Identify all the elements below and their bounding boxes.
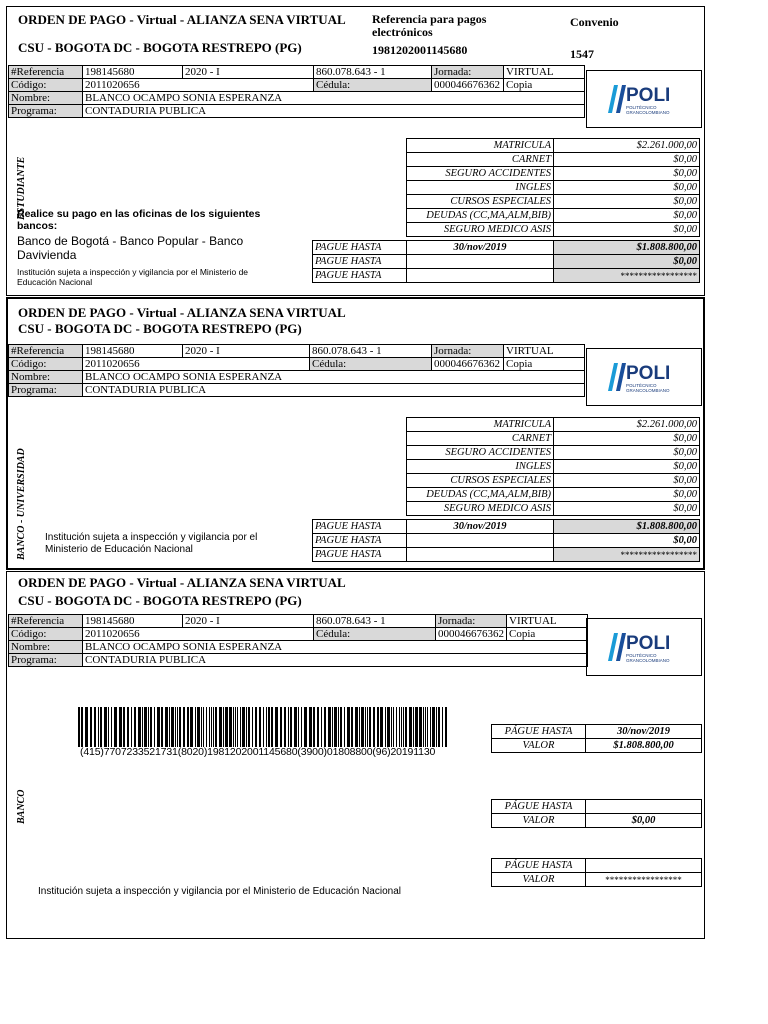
codigo-label: Código:: [9, 628, 83, 641]
svg-text:POLITÉCNICO: POLITÉCNICO: [626, 653, 657, 658]
banco-vertical-label: BANCO: [16, 789, 27, 824]
nombre-value: BLANCO OCAMPO SONIA ESPERANZA: [83, 92, 585, 105]
charge-value: $0,00: [554, 209, 700, 223]
charge-label: CURSOS ESPECIALES: [407, 195, 554, 209]
cedula-value: 000046676362: [432, 79, 504, 92]
nombre-label: Nombre:: [9, 641, 83, 654]
period: 2020 - I: [183, 345, 310, 358]
charge-value: $0,00: [554, 153, 700, 167]
pay-value: $1.808.800,00: [554, 520, 700, 534]
copia-label: Copia: [504, 358, 585, 371]
charge-label: CURSOS ESPECIALES: [407, 474, 554, 488]
bank-pay-date: [586, 859, 702, 873]
barcode-text: (415)7707233521731(8020)1981202001145680(3900)01808800(96)20191130: [80, 746, 436, 758]
svg-text:GRANCOLOMBIANO: GRANCOLOMBIANO: [626, 110, 670, 115]
poli-logo-icon: [604, 79, 684, 119]
jornada-value: VIRTUAL: [507, 615, 588, 628]
order-title: ORDEN DE PAGO - Virtual - ALIANZA SENA VIRTUAL: [18, 12, 346, 27]
bank-pay-label: PÁGUE HASTA: [492, 800, 586, 814]
bank-pay-label: PÁGUE HASTA: [492, 725, 586, 739]
programa-value: CONTADURIA PUBLICA: [83, 384, 585, 397]
payment-reference-number: 1981202001145680: [372, 43, 468, 57]
programa-value: CONTADURIA PUBLICA: [83, 105, 585, 118]
payment-deadlines-student: [312, 240, 700, 283]
poli-logo-bank: [586, 618, 702, 676]
nit: 860.078.643 - 1: [314, 615, 436, 628]
bank-list: Banco de Bogotá - Banco Popular - Banco Davivienda: [17, 234, 244, 262]
bank-valor-value: $1.808.800,00: [586, 739, 702, 753]
pay-date: [407, 548, 554, 562]
bank-info-table: [8, 614, 588, 667]
programa-label: Programa:: [9, 384, 83, 397]
bank-legal-note: Institución sujeta a inspección y vigilancia por el Ministerio de Educación Nacional: [38, 886, 401, 897]
campus-subtitle-university: CSU - BOGOTA DC - BOGOTA RESTREPO (PG): [18, 321, 302, 336]
codigo-value: 2011020656: [83, 358, 310, 371]
charge-label: CARNET: [407, 153, 554, 167]
svg-text:POLITÉCNICO: POLITÉCNICO: [626, 105, 657, 110]
charge-label: MATRICULA: [407, 139, 554, 153]
convenio-number: 1547: [570, 47, 594, 61]
estudiante-vertical-label: ESTUDIANTE: [16, 156, 27, 220]
cedula-value: 000046676362: [436, 628, 507, 641]
bank-valor-label: VALOR: [492, 739, 586, 753]
pay-value: *****************: [554, 269, 700, 283]
order-title-bank: ORDEN DE PAGO - Virtual - ALIANZA SENA VIRTUAL: [18, 575, 346, 590]
codigo-value: 2011020656: [83, 79, 314, 92]
payment-deadlines-university: [312, 519, 700, 562]
charge-label: INGLES: [407, 181, 554, 195]
charge-value: $0,00: [554, 474, 700, 488]
ref-value: 198145680: [83, 66, 183, 79]
charge-label: DEUDAS (CC,MA,ALM,BIB): [407, 209, 554, 223]
charge-value: $0,00: [554, 432, 700, 446]
poli-logo-university: [586, 348, 702, 406]
pay-date: [407, 534, 554, 548]
charge-value: $0,00: [554, 223, 700, 237]
pay-value: $1.808.800,00: [554, 241, 700, 255]
charge-value: $0,00: [554, 167, 700, 181]
charges-table-university: [406, 417, 700, 516]
period: 2020 - I: [183, 66, 314, 79]
bank-deadline-2: [491, 799, 702, 828]
barcode: [78, 707, 450, 747]
pay-value: *****************: [554, 548, 700, 562]
programa-label: Programa:: [9, 105, 83, 118]
svg-text:POLITÉCNICO: POLITÉCNICO: [626, 383, 657, 388]
student-info-table: [8, 65, 585, 118]
nombre-label: Nombre:: [9, 92, 83, 105]
jornada-label: Jornada:: [432, 345, 504, 358]
copia-label: Copia: [507, 628, 588, 641]
jornada-value: VIRTUAL: [504, 66, 585, 79]
bank-pay-date: [586, 800, 702, 814]
university-info-table: [8, 344, 585, 397]
charge-label: SEGURO ACCIDENTES: [407, 446, 554, 460]
bank-pay-date: 30/nov/2019: [586, 725, 702, 739]
charge-label: DEUDAS (CC,MA,ALM,BIB): [407, 488, 554, 502]
campus-subtitle-bank: CSU - BOGOTA DC - BOGOTA RESTREPO (PG): [18, 593, 302, 608]
pay-label: PAGUE HASTA: [313, 534, 407, 548]
banco-universidad-vertical-label: BANCO - UNIVERSIDAD: [16, 448, 27, 560]
pay-label: PAGUE HASTA: [313, 520, 407, 534]
jornada-value: VIRTUAL: [504, 345, 585, 358]
pay-date: 30/nov/2019: [407, 241, 554, 255]
nombre-value: BLANCO OCAMPO SONIA ESPERANZA: [83, 641, 588, 654]
ref-label: #Referencia: [9, 615, 83, 628]
convenio-label: Convenio: [570, 15, 619, 29]
bank-instructions-title: Realice su pago en las oficinas de los siguientes bancos:: [17, 208, 261, 232]
ref-value: 198145680: [83, 615, 183, 628]
nit: 860.078.643 - 1: [314, 66, 432, 79]
svg-text:GRANCOLOMBIANO: GRANCOLOMBIANO: [626, 388, 670, 393]
charge-value: $0,00: [554, 181, 700, 195]
campus-subtitle: CSU - BOGOTA DC - BOGOTA RESTREPO (PG): [18, 40, 302, 55]
bank-valor-label: VALOR: [492, 873, 586, 887]
bank-valor-value: *****************: [586, 873, 702, 887]
nit: 860.078.643 - 1: [310, 345, 432, 358]
codigo-label: Código:: [9, 79, 83, 92]
pay-label: PAGUE HASTA: [313, 548, 407, 562]
charge-label: SEGURO ACCIDENTES: [407, 167, 554, 181]
codigo-label: Código:: [9, 358, 83, 371]
copia-label: Copia: [504, 79, 585, 92]
pay-label: PAGUE HASTA: [313, 255, 407, 269]
jornada-label: Jornada:: [432, 66, 504, 79]
cedula-value: 000046676362: [432, 358, 504, 371]
charge-label: SEGURO MEDICO ASIS: [407, 223, 554, 237]
programa-label: Programa:: [9, 654, 83, 667]
nombre-value: BLANCO OCAMPO SONIA ESPERANZA: [83, 371, 585, 384]
charge-value: $2.261.000,00: [554, 418, 700, 432]
charge-value: $0,00: [554, 460, 700, 474]
nombre-label: Nombre:: [9, 371, 83, 384]
pay-date: [407, 255, 554, 269]
payment-reference-label: Referencia para pagos electrónicos 1981202001145680: [372, 12, 487, 57]
cedula-label: Cédula:: [310, 358, 432, 371]
poli-logo-icon: [604, 627, 684, 667]
charges-rows: [407, 139, 700, 237]
svg-text:POLI: POLI: [626, 363, 671, 384]
poli-logo: [586, 70, 702, 128]
codigo-value: 2011020656: [83, 628, 314, 641]
charge-label: INGLES: [407, 460, 554, 474]
ref-label: #Referencia: [9, 345, 83, 358]
svg-text:GRANCOLOMBIANO: GRANCOLOMBIANO: [626, 658, 670, 663]
ref-label: #Referencia: [9, 66, 83, 79]
svg-text:POLI: POLI: [626, 633, 671, 654]
svg-text:POLI: POLI: [626, 85, 671, 106]
bank-valor-value: $0,00: [586, 814, 702, 828]
period: 2020 - I: [183, 615, 314, 628]
charge-value: $0,00: [554, 488, 700, 502]
charge-value: $0,00: [554, 446, 700, 460]
cedula-label: Cédula:: [314, 628, 436, 641]
charge-label: SEGURO MEDICO ASIS: [407, 502, 554, 516]
poli-logo-icon: [604, 357, 684, 397]
student-legal-note: Institución sujeta a inspección y vigilancia por el Ministerio de Educación Nacional: [17, 267, 249, 287]
ref-value: 198145680: [83, 345, 183, 358]
bank-deadline-3: [491, 858, 702, 887]
cedula-label: Cédula:: [314, 79, 432, 92]
bank-deadline-1: [491, 724, 702, 753]
pay-value: $0,00: [554, 534, 700, 548]
charge-value: $0,00: [554, 195, 700, 209]
charge-label: CARNET: [407, 432, 554, 446]
bank-valor-label: VALOR: [492, 814, 586, 828]
charge-label: MATRICULA: [407, 418, 554, 432]
jornada-label: Jornada:: [436, 615, 507, 628]
pay-label: PAGUE HASTA: [313, 269, 407, 283]
pay-value: $0,00: [554, 255, 700, 269]
charge-value: $2.261.000,00: [554, 139, 700, 153]
pay-date: [407, 269, 554, 283]
university-legal-note: Institución sujeta a inspección y vigilancia por el Ministerio de Educación Nacional: [45, 532, 258, 555]
charge-value: $0,00: [554, 502, 700, 516]
order-title-university: ORDEN DE PAGO - Virtual - ALIANZA SENA VIRTUAL: [18, 305, 346, 320]
programa-value: CONTADURIA PUBLICA: [83, 654, 588, 667]
pay-label: PAGUE HASTA: [313, 241, 407, 255]
charges-table-student: [406, 138, 700, 237]
pay-date: 30/nov/2019: [407, 520, 554, 534]
bank-pay-label: PÁGUE HASTA: [492, 859, 586, 873]
